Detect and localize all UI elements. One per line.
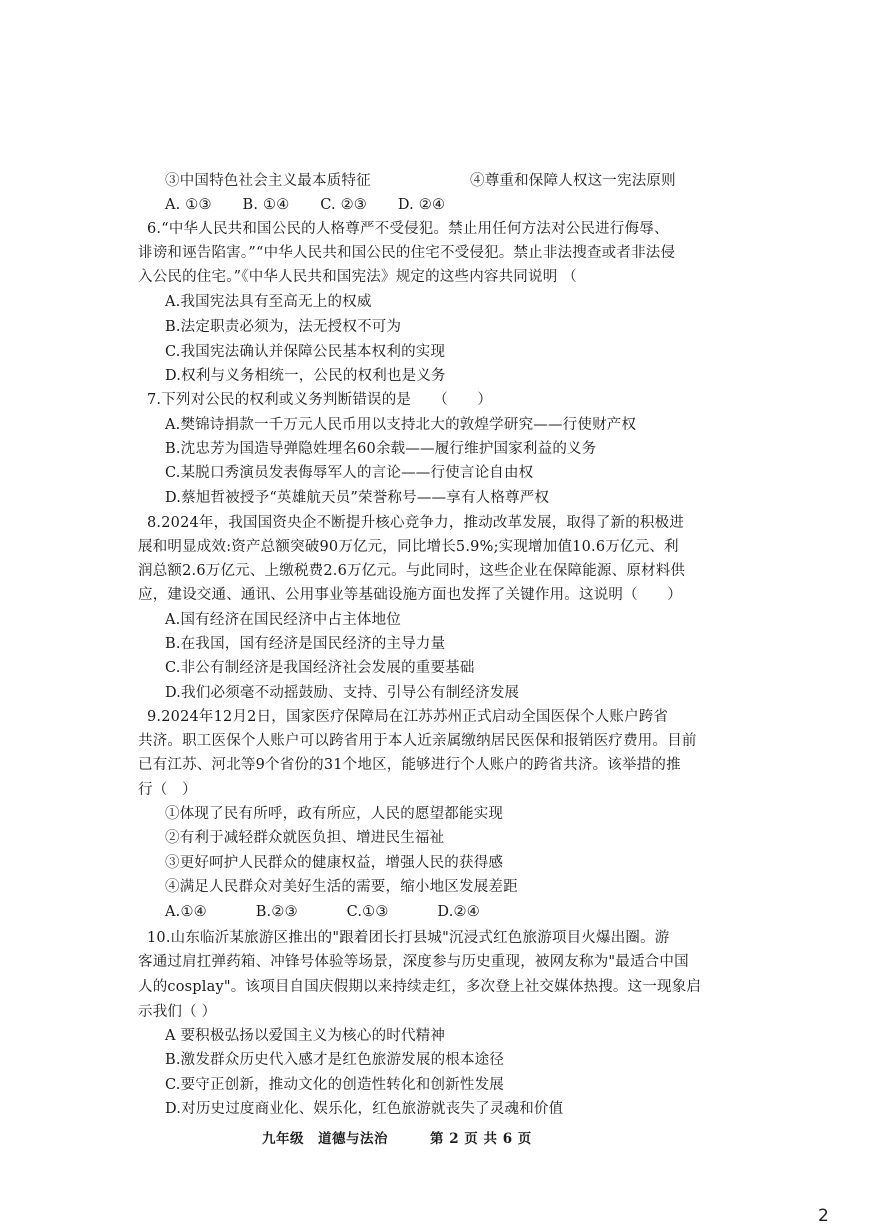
text-line: 应，建设交通、通讯、公用事业等基础设施方面也发挥了关键作用。这说明（ ） <box>138 587 682 603</box>
option-a: A 要积极弘扬以爱国主义为核心的时代精神 <box>165 1028 446 1044</box>
option-d: D.我们必须毫不动摇鼓励、支持、引导公有制经济发展 <box>165 685 520 701</box>
answer-options-q9 <box>165 903 480 921</box>
text-line: 示我们（ ） <box>138 1004 217 1020</box>
option-a: A.我国宪法具有至高无上的权威 <box>165 294 372 310</box>
text-line: 客通过肩扛弹药箱、冲锋号体验等场景，深度参与历史重现，被网友称为"最适合中国 <box>138 954 689 970</box>
option-b: B.法定职责必须为，法无授权不可为 <box>165 319 402 335</box>
statement-2: ②有利于减轻群众就医负担、增进民生福祉 <box>165 830 445 846</box>
text-line: 入公民的住宅。”《中华人民共和国宪法》规定的这些内容共同说明 （ <box>138 269 577 285</box>
option-b: B.激发群众历史代入感才是红色旅游发展的根本途径 <box>165 1052 505 1068</box>
text-line: 已有江苏、河北等9个省份的31个地区，能够进行个人账户的跨省共济。该举措的推 <box>138 757 681 773</box>
option-c: C.非公有制经济是我国经济社会发展的重要基础 <box>165 660 475 676</box>
statement-4: ④满足人民群众对美好生活的需要，缩小地区发展差距 <box>165 879 518 895</box>
text-line: 展和明显成效:资产总额突破90万亿元，同比增长5.9%;实现增加值10.6万亿元、利 <box>138 539 679 555</box>
question-8: 8.2024年，我国国资央企不断提升核心竞争力，推动改革发展，取得了新的积极进 <box>147 515 685 531</box>
text-line: 共济。职工医保个人账户可以跨省用于本人近亲属缴纳居民医保和报销医疗费用。目前 <box>138 733 697 749</box>
answer-options-q5 <box>165 196 445 214</box>
option-b: B. ①④ <box>242 197 290 213</box>
text-line-right: ④尊重和保障人权这一宪法原则 <box>470 173 676 189</box>
option-d: D.②④ <box>437 904 480 920</box>
question-10: 10.山东临沂某旅游区推出的"跟着团长打县城"沉浸式红色旅游项目火爆出圈。游 <box>147 930 670 946</box>
option-c: C. ②③ <box>320 197 367 213</box>
option-b: B.沈忠芳为国造导弹隐姓埋名60余载——履行维护国家利益的义务 <box>165 441 597 457</box>
option-a: A.国有经济在国民经济中占主体地位 <box>165 612 401 628</box>
question-9: 9.2024年12月2日，国家医疗保障局在江苏苏州正式启动全国医保个人账户跨省 <box>147 709 669 725</box>
statement-3: ③更好呵护人民群众的健康权益，增强人民的获得感 <box>165 855 504 871</box>
option-d: D. ②④ <box>397 197 446 213</box>
option-c: C.我国宪法确认并保障公民基本权利的实现 <box>165 344 446 360</box>
option-d: D.对历史过度商业化、娱乐化，红色旅游就丧失了灵魂和价值 <box>165 1101 564 1117</box>
text-line: ③中国特色社会主义最本质特征 <box>165 173 371 189</box>
text-line: 诽谤和诬告陷害。”“中华人民共和国公民的住宅不受侵犯。禁止非法搜查或者非法侵 <box>138 245 676 261</box>
statement-1: ①体现了民有所呼，政有所应，人民的愿望都能实现 <box>165 806 504 822</box>
option-c: C.某脱口秀演员发表侮辱军人的言论——行使言论自由权 <box>165 465 534 481</box>
option-c: C.要守正创新，推动文化的创造性转化和创新性发展 <box>165 1077 504 1093</box>
option-a: A. ①③ <box>165 197 212 213</box>
option-b: B.在我国，国有经济是国民经济的主导力量 <box>165 636 446 652</box>
text-line: 行（ ） <box>138 782 197 798</box>
text-line: 人的cosplay"。该项目自国庆假期以来持续走红，多次登上社交媒体热搜。这一现象启 <box>138 979 702 995</box>
question-7: 7.下列对公民的权利或义务判断错误的是 （ ） <box>147 392 493 408</box>
question-6: 6.“中华人民共和国公民的人格尊严不受侵犯。禁止用任何方法对公民进行侮辱、 <box>147 221 669 237</box>
option-a: A.樊锦诗捐款一千万元人民币用以支持北大的敦煌学研究——行使财产权 <box>165 417 637 433</box>
page-footer: 九年级 道德与法治 第 2 页 共 6 页 <box>262 1131 532 1147</box>
text-line: 润总额2.6万亿元、上缴税费2.6万亿元。与此同时，这些企业在保障能源、原材料供 <box>138 563 686 579</box>
option-d: D.权利与义务相统一，公民的权利也是义务 <box>165 368 446 384</box>
page-number: 2 <box>818 1206 829 1226</box>
option-a: A.①④ <box>165 904 207 920</box>
option-c: C.①③ <box>346 904 389 920</box>
option-d: D.蔡旭哲被授予“英雄航天员”荣誉称号——享有人格尊严权 <box>165 490 550 506</box>
option-b: B.②③ <box>255 904 298 920</box>
